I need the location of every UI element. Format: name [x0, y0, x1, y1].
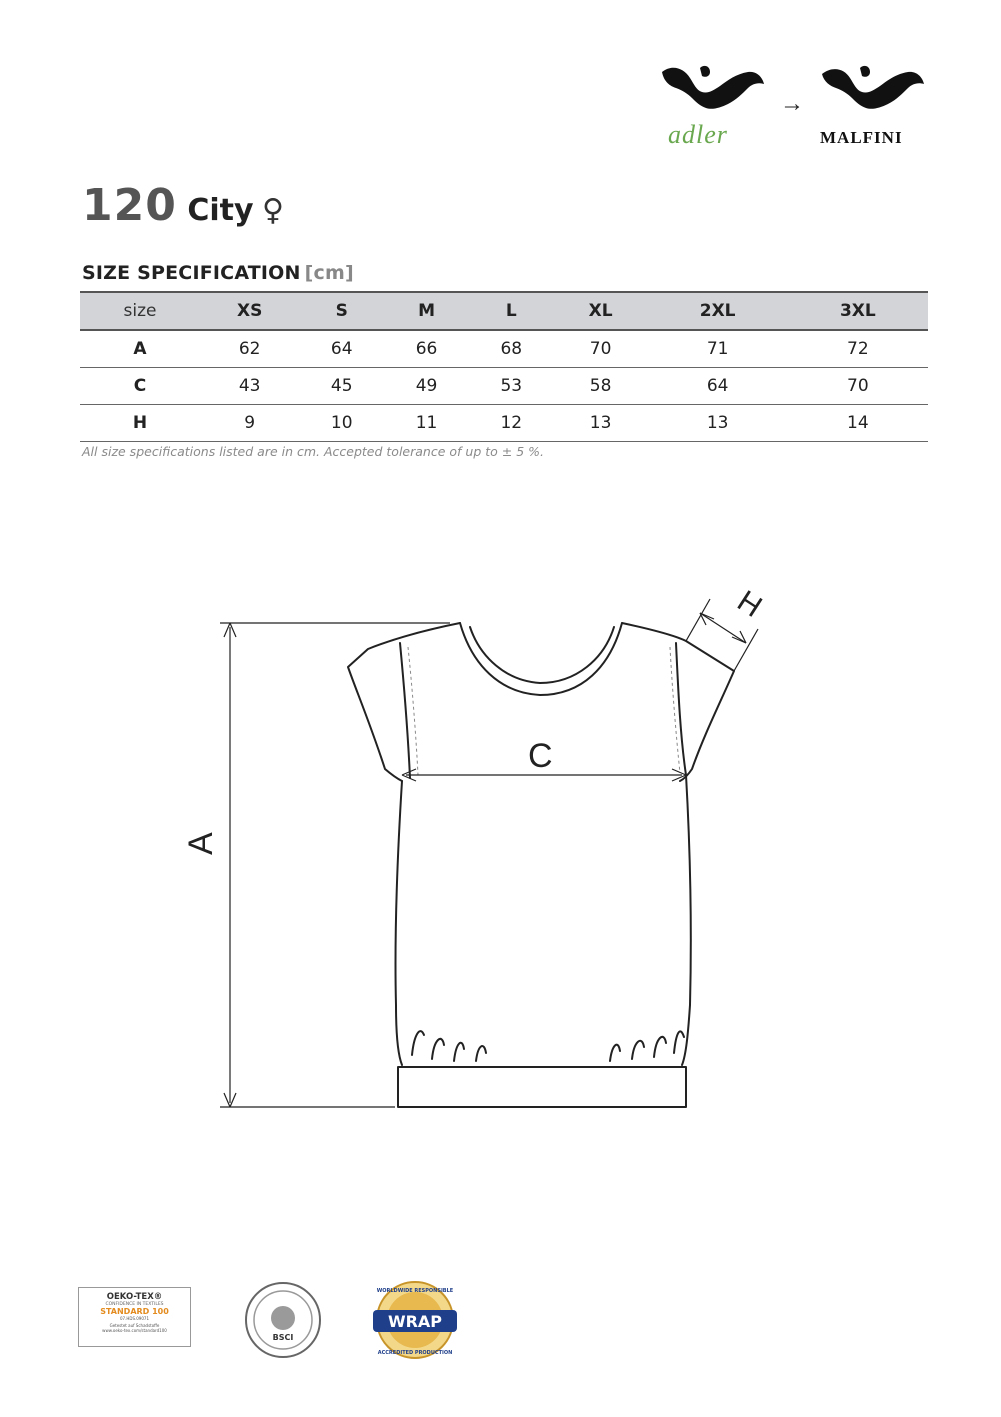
malfini-logo-text: MALFINI — [820, 128, 903, 147]
table-cell: 70 — [554, 330, 648, 368]
female-icon: ♀ — [261, 193, 284, 228]
table-cell: 9 — [200, 405, 299, 442]
oeko-subtitle: CONFIDENCE IN TEXTILES — [105, 1302, 164, 1307]
row-label: C — [80, 368, 200, 405]
table-row — [80, 368, 928, 405]
header-size: XS — [200, 292, 299, 330]
table-cell: 13 — [648, 405, 788, 442]
product-name: City — [187, 193, 254, 228]
oeko-note-2: www.oeko-tex.com/standard100 — [102, 1328, 167, 1333]
wrap-ring-top: WORLDWIDE RESPONSIBLE — [376, 1288, 454, 1294]
header-size: M — [384, 292, 469, 330]
table-cell: 43 — [200, 368, 299, 405]
table-cell: 70 — [788, 368, 928, 405]
wrap-ring-bottom: ACCREDITED PRODUCTION — [377, 1350, 453, 1356]
label-h: H — [731, 585, 768, 624]
wrap-badge — [365, 1280, 465, 1360]
product-code: 120 — [82, 180, 177, 231]
table-cell: 13 — [554, 405, 648, 442]
row-label: A — [80, 330, 200, 368]
table-cell: 72 — [788, 330, 928, 368]
oeko-note: Getestet auf Schadstoffe — [109, 1323, 160, 1328]
spec-heading — [82, 262, 354, 284]
table-cell: 45 — [299, 368, 384, 405]
tshirt-flat-sketch — [180, 585, 800, 1125]
bird-icon — [820, 60, 930, 120]
table-cell: 49 — [384, 368, 469, 405]
table-cell: 64 — [299, 330, 384, 368]
oeko-code: 07.HDS.09071 — [120, 1316, 149, 1321]
table-cell: 66 — [384, 330, 469, 368]
product-title — [82, 180, 284, 240]
header-size: L — [469, 292, 554, 330]
table-header-row — [80, 292, 928, 330]
header-size: 2XL — [648, 292, 788, 330]
oeko-tex-badge — [78, 1287, 191, 1347]
table-cell: 71 — [648, 330, 788, 368]
bird-icon — [660, 60, 770, 120]
malfini-logo — [820, 60, 940, 147]
adler-logo-text: adler — [668, 120, 728, 149]
adler-logo — [660, 60, 770, 149]
certification-logos — [75, 1280, 495, 1360]
table-cell: 11 — [384, 405, 469, 442]
garment-diagram — [180, 585, 800, 1125]
header-size: S — [299, 292, 384, 330]
header-size-label: size — [80, 292, 200, 330]
table-cell: 58 — [554, 368, 648, 405]
arrow-right-icon: → — [780, 90, 804, 117]
header-size: 3XL — [788, 292, 928, 330]
wrap-label: WRAP — [387, 1312, 443, 1331]
brand-logos — [650, 60, 950, 160]
table-cell: 14 — [788, 405, 928, 442]
table-cell: 12 — [469, 405, 554, 442]
oeko-standard: STANDARD 100 — [100, 1307, 169, 1316]
table-cell: 64 — [648, 368, 788, 405]
table-row — [80, 330, 928, 368]
row-label: H — [80, 405, 200, 442]
table-cell: 53 — [469, 368, 554, 405]
header-size: XL — [554, 292, 648, 330]
spec-heading-text: SIZE SPECIFICATION — [82, 262, 301, 284]
table-cell: 62 — [200, 330, 299, 368]
bsci-label: BSCI — [272, 1333, 294, 1342]
label-c: C — [528, 737, 553, 775]
oeko-title: OEKO-TEX® — [106, 1292, 163, 1302]
size-table — [80, 291, 928, 442]
table-cell: 68 — [469, 330, 554, 368]
tolerance-note: All size specifications listed are in cm. Accepted tolerance of up to ± 5 %. — [82, 444, 544, 459]
spec-unit: [cm] — [304, 262, 354, 284]
bsci-badge — [240, 1280, 326, 1360]
table-cell: 10 — [299, 405, 384, 442]
label-a: A — [182, 832, 220, 855]
table-row — [80, 405, 928, 442]
